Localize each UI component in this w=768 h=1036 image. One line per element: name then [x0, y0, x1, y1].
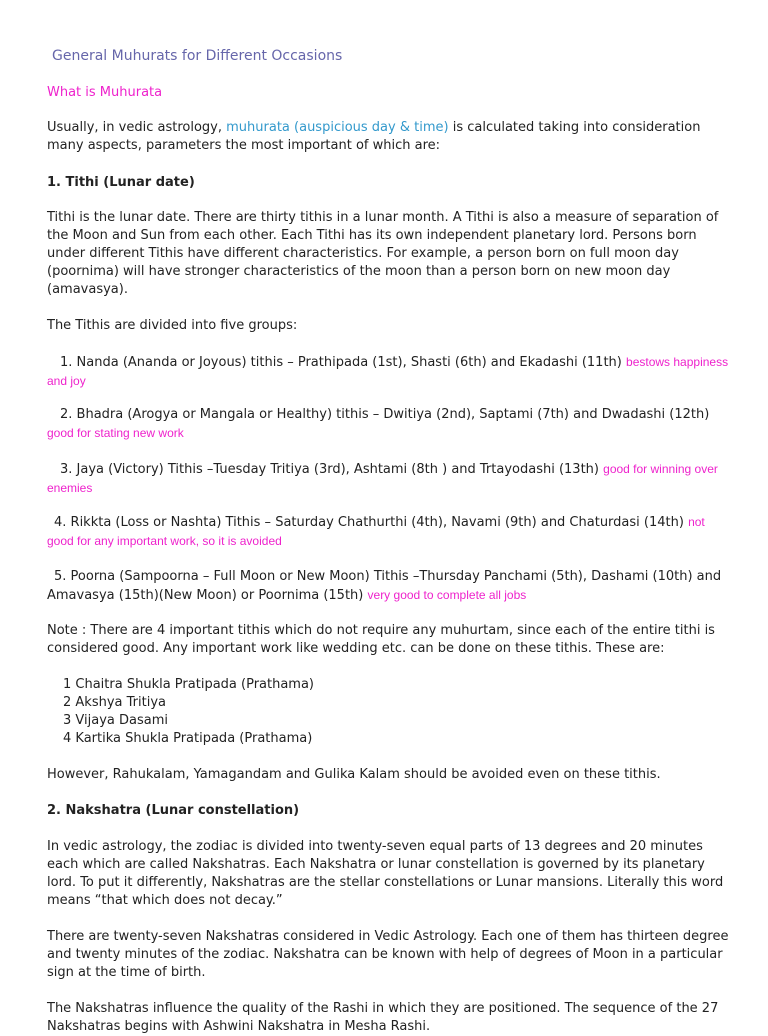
- group-text: 5. Poorna (Sampoorna – Full Moon or New Moon) Tithis –Thursday Panchami (5th), Dashami (10th) and Amavasya (15th)(New Moon) or Poornima (15th): [47, 569, 722, 603]
- tithi-group-4: [47, 513, 732, 551]
- tithi-group-5: [47, 568, 732, 605]
- list-item: 4 Kartika Shukla Pratipada (Prathama): [63, 731, 313, 746]
- tithi-groups-intro: The Tithis are divided into five groups:: [47, 318, 298, 333]
- intro-text-after: is calculated taking into consideration many aspects, parameters the most important of which are:: [47, 120, 701, 153]
- muhurata-link[interactable]: muhurata (auspicious day & time): [226, 120, 449, 135]
- heading-tithi: 1. Tithi (Lunar date): [47, 175, 195, 190]
- tithi-group-1: [47, 353, 732, 391]
- list-item: 1 Chaitra Shukla Pratipada (Prathama): [63, 677, 315, 692]
- intro-paragraph: [47, 119, 732, 155]
- nakshatra-paragraph-2: There are twenty-seven Nakshatras considered in Vedic Astrology. Each one of them has thirteen degree and twenty minutes of the zodiac. Nakshatra can be known with help of degrees of Moon in a particular sign at the time of birth.: [47, 929, 729, 980]
- caution-paragraph: However, Rahukalam, Yamagandam and Gulika Kalam should be avoided even on these tithis.: [47, 767, 661, 782]
- intro-text-before: Usually, in vedic astrology,: [47, 120, 222, 135]
- group-note: good for stating new work: [47, 426, 184, 440]
- group-note: very good to complete all jobs: [367, 588, 527, 602]
- tithi-group-3: [47, 460, 732, 498]
- tithi-list: [63, 676, 748, 748]
- subheading-what-is-muhurata: What is Muhurata: [47, 85, 163, 100]
- tithi-group-2: [47, 406, 732, 443]
- group-text: 1. Nanda (Ananda or Joyous) tithis – Prathipada (1st), Shasti (6th) and Ekadashi (11th): [60, 355, 622, 370]
- group-text: 3. Jaya (Victory) Tithis –Tuesday Tritiya (3rd), Ashtami (8th ) and Trtayodashi (13th): [60, 462, 599, 477]
- group-note: not good for any important work, so it is avoided: [47, 515, 705, 548]
- heading-nakshatra: 2. Nakshatra (Lunar constellation): [47, 803, 300, 818]
- note-paragraph: Note : There are 4 important tithis which do not require any muhurtam, since each of the entire tithi is considered good. Any important work like wedding etc. can be done on these tithis. These are:: [47, 623, 715, 656]
- list-item: 3 Vijaya Dasami: [63, 713, 168, 728]
- group-note: bestows happiness and joy: [47, 355, 729, 388]
- tithi-paragraph: Tithi is the lunar date. There are thirty tithis in a lunar month. A Tithi is also a measure of separation of the Moon and Sun from each other. Each Tithi has its own independent planetary lord. Persons born under different Tithis have different characteristics. For example, a person born on full moon day (poornima) will have stronger characteristics of the moon than a person born on new moon day (amavasya).: [47, 210, 719, 297]
- page-title: General Muhurats for Different Occasions: [52, 48, 343, 64]
- group-text: 4. Rikkta (Loss or Nashta) Tithis – Saturday Chathurthi (4th), Navami (9th) and Chaturdasi (14th): [54, 515, 684, 530]
- group-note: good for winning over enemies: [47, 462, 718, 495]
- nakshatra-paragraph-3: The Nakshatras influence the quality of the Rashi in which they are positioned. The sequence of the 27 Nakshatras begins with Ashwini Nakshatra in Mesha Rashi.: [47, 1001, 719, 1034]
- nakshatra-paragraph-1: In vedic astrology, the zodiac is divided into twenty-seven equal parts of 13 degrees and 20 minutes each which are called Nakshatras. Each Nakshatra or lunar constellation is governed by its planetary lord. To put it differently, Nakshatras are the stellar constellations or Lunar mansions. Literally this word means “that which does not decay.”: [47, 839, 724, 908]
- list-item: 2 Akshya Tritiya: [63, 695, 166, 710]
- group-text: 2. Bhadra (Arogya or Mangala or Healthy) tithis – Dwitiya (2nd), Saptami (7th) and Dwadashi (12th): [60, 407, 710, 422]
